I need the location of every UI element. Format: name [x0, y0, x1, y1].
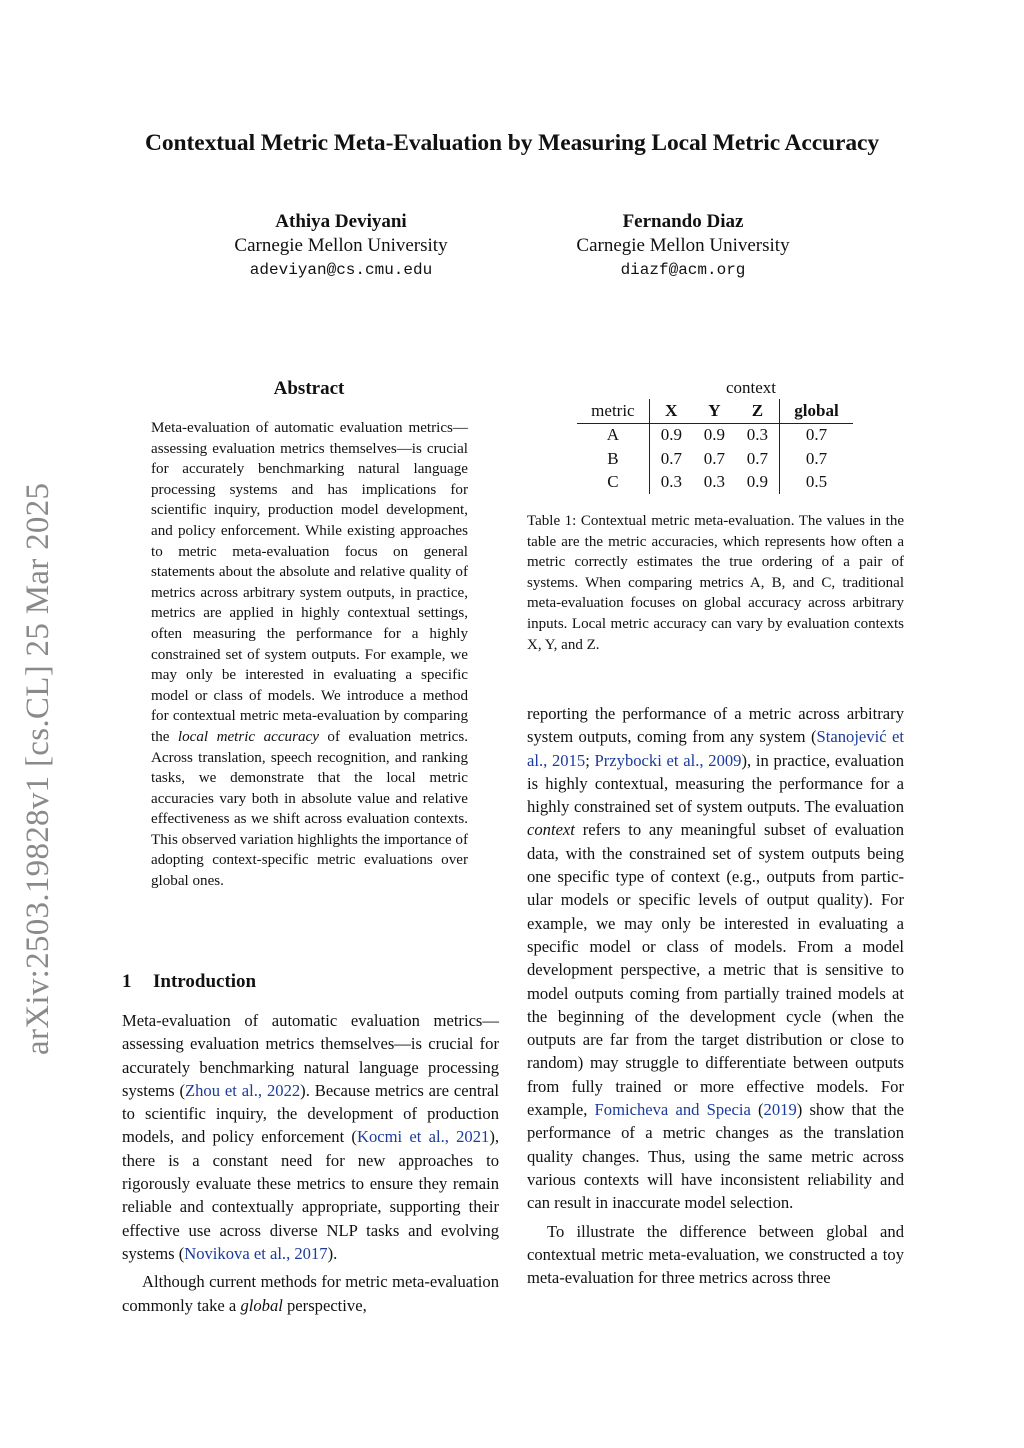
- table-cell: B: [607, 448, 619, 468]
- text: reporting the performance of a metric across arbitrary system outputs, coming from any system (: [527, 704, 904, 747]
- abstract-text: [151, 418, 468, 892]
- section-title: Introduction: [153, 971, 257, 992]
- author-affiliation: Carnegie Mellon University: [576, 235, 790, 256]
- arxiv-identifier: arXiv:2503.19828v1 [cs.CL] 25 Mar 2025: [20, 482, 56, 1055]
- intro-right-column: [527, 702, 904, 1289]
- table-cell: 0.9: [746, 472, 768, 492]
- paragraph: [527, 702, 904, 1215]
- text: Meta-evaluation of automatic evaluation metrics—assessing evaluation metrics themselves—is crucial for accurately benchmarking natural language processing systems (: [122, 1011, 499, 1100]
- table-cell: 0.3: [703, 472, 725, 492]
- citation-link[interactable]: 2019: [763, 1100, 797, 1120]
- author-name: Fernando Diaz: [622, 211, 744, 232]
- table-cell: C: [607, 472, 619, 492]
- abstract-heading: Abstract: [273, 378, 345, 399]
- text: ;: [585, 750, 595, 770]
- text: (: [750, 1100, 764, 1120]
- citation-link[interactable]: Stanojević et al., 2015: [527, 727, 905, 770]
- text: ).: [327, 1243, 338, 1263]
- table-row: [577, 471, 853, 495]
- table-cell: A: [606, 425, 620, 445]
- section-number: 1: [122, 971, 132, 992]
- table-cell: 0.9: [703, 425, 725, 445]
- results-table: [577, 377, 853, 494]
- table-header: Z: [736, 399, 780, 423]
- text: ). Because metrics are central to scientific inquiry, the development of production models, and policy enforcement (: [122, 1080, 499, 1147]
- author-name: Athiya Deviyani: [275, 211, 407, 232]
- citation-link[interactable]: Kocmi et al., 2021: [356, 1127, 490, 1147]
- table-cell: 0.7: [779, 423, 853, 447]
- table-cell: 0.9: [649, 423, 693, 447]
- emphasis: context: [527, 820, 575, 840]
- abstract-part: of evaluation metrics. Across translation, speech recognition, and ranking tasks, we demonstrate that the local metric accuracies vary both in absolute value and relative effectiveness as we shift across evaluation contexts. This observed variation highlights the importance of adopting context-specific metric evaluations over global ones.: [151, 728, 468, 890]
- table-cell: 0.3: [649, 471, 693, 495]
- table-cell: 0.7: [779, 447, 853, 471]
- text: ) show that the performance of a metric changes as the translation quality changes. Thus, using the same metric across various contexts will have inconsistent reliability and can result in inaccurate model selection.: [527, 1100, 904, 1213]
- text: Although current methods for metric meta-evaluation commonly take a: [122, 1272, 499, 1315]
- citation-link[interactable]: Przybocki et al., 2009: [594, 750, 742, 770]
- text: refers to any meaningful subset of evaluation data, with the constrained set of system outputs being one specific type of context (e.g., outputs from particular models or specific levels of output quality). For example, we may only be interested in evaluating a specific model or class of models. From a model development perspective, a metric that is sensitive to model outputs coming from partially trained models at the beginning of the development cycle (when the outputs are far from the target distribution or close to random) may struggle to differentiate between outputs from fully trained or more effective models. For example,: [527, 820, 904, 1120]
- author-email: adeviyan@cs.cmu.edu: [249, 261, 433, 279]
- table-context-label: context: [725, 378, 777, 397]
- intro-left-column: [122, 1009, 499, 1317]
- text: ), there is a constant need for new approaches to rigorously evaluate these metrics to ensure they remain reliable and contextually appropriate, supporting their effective use across diverse NLP tasks and evolving systems (: [122, 1127, 500, 1263]
- table-cell: 0.5: [779, 471, 853, 495]
- abstract-part: Meta-evaluation of automatic evaluation metrics—assessing evaluation metrics themselves—is crucial for accurately benchmarking natural language processing systems and has implications for scientific inquiry, production model development, and policy enforcement. While existing approaches to metric meta-evaluation focus on general statements about the absolute and relative quality of metrics across arbitrary system outputs, in practice, metrics are applied in highly contextual settings, often measuring the performance for a highly constrained set of system outputs. For example, we may only be interested in evaluating a specific model or class of models. We introduce a method for contextual metric meta-evaluation by comparing the: [151, 420, 468, 745]
- citation-link[interactable]: Zhou et al., 2022: [184, 1080, 301, 1100]
- table-row: [577, 447, 853, 471]
- table-header: metric: [577, 399, 649, 423]
- abstract-emphasis: local metric accuracy: [177, 728, 319, 745]
- author-affiliation: Carnegie Mellon University: [234, 235, 448, 256]
- emphasis: global: [240, 1295, 283, 1315]
- text: perspective,: [282, 1295, 367, 1315]
- author-2: [518, 210, 848, 282]
- author-email: diazf@acm.org: [620, 261, 746, 279]
- table-header-row: [577, 399, 853, 423]
- table-row: [577, 423, 853, 447]
- table-cell: 0.7: [649, 447, 693, 471]
- text: ), in practice, evaluation is highly contextual, measuring the performance for a highly constrained set of system outputs. The evaluation: [527, 750, 905, 817]
- table-cell: 0.3: [746, 425, 768, 445]
- paragraph: [122, 1270, 499, 1317]
- paper-title: Contextual Metric Meta-Evaluation by Measuring Local Metric Accuracy: [145, 130, 879, 156]
- table-header: Y: [693, 399, 736, 423]
- paragraph: To illustrate the difference between global and contextual metric meta-evaluation, we constructed a toy meta-evaluation for three metrics across three: [527, 1221, 904, 1288]
- section-heading: [122, 971, 256, 993]
- table-cell: 0.7: [703, 448, 725, 468]
- table-header: global: [779, 399, 853, 423]
- table-header: X: [649, 399, 693, 423]
- table-caption: Table 1: Contextual metric meta-evaluation. The values in the table are the metric accuracies, which represents how often a metric correctly estimates the true ordering of a pair of systems. When comparing metrics A, B, and C, traditional meta-evaluation focuses on global accuracy across arbitrary inputs. Local metric accuracy can vary by evaluation contexts X, Y, and Z.: [527, 513, 904, 653]
- citation-link[interactable]: Fomicheva and Specia: [594, 1100, 751, 1120]
- citation-link[interactable]: Novikova et al., 2017: [184, 1243, 328, 1263]
- author-1: [176, 210, 506, 282]
- table-cell: 0.7: [746, 448, 768, 468]
- paragraph: [122, 1009, 499, 1265]
- accuracy-table: [577, 399, 853, 494]
